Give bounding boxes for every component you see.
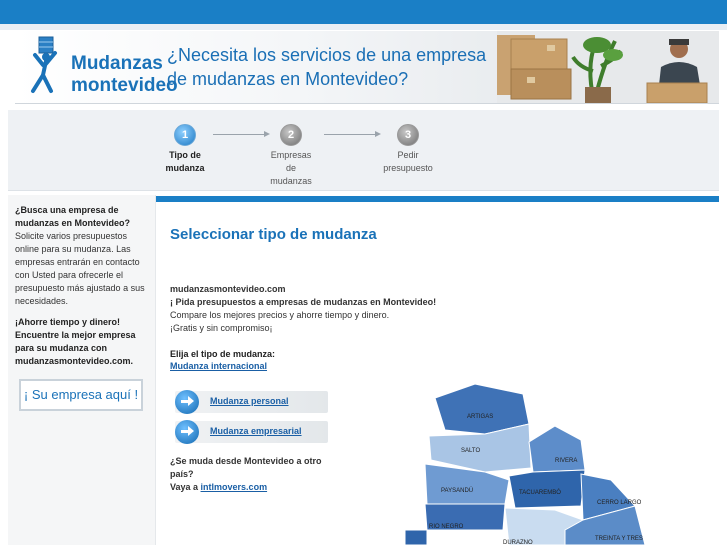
moving-abroad-text	[170, 455, 335, 494]
step-2[interactable]	[251, 124, 331, 188]
progress-steps	[8, 110, 719, 191]
option-personal-move[interactable]	[175, 391, 328, 413]
sidebar-question: ¿Busca una empresa de mudanzas en Montevideo?	[15, 205, 131, 228]
site-logo[interactable]	[21, 35, 178, 99]
step-2-number: 2	[280, 124, 302, 146]
sidebar-text	[15, 204, 151, 376]
step-1[interactable]	[145, 124, 225, 175]
option-business-move-label[interactable]: Mudanza empresarial	[210, 426, 302, 436]
arrow-right-icon	[175, 390, 199, 414]
banner-headline: ¿Necesita los servicios de una empresa de mudanzas en Montevideo?	[167, 45, 487, 89]
mover-figure-icon	[21, 35, 71, 99]
map-region-tacuarembo[interactable]	[509, 470, 585, 508]
map-label-artigas: ARTIGAS	[467, 414, 494, 420]
moving-abroad-prefix: Vaya a	[170, 482, 199, 492]
option-personal-move-label[interactable]: Mudanza personal	[210, 396, 289, 406]
logo-text-montevideo: montevideo	[71, 75, 178, 96]
map-label-rio-negro: RIO NEGRO	[429, 524, 464, 530]
intro-text	[170, 283, 470, 335]
top-bar-divider	[0, 24, 727, 30]
intro-free: ¡Gratis y sin compromiso¡	[170, 323, 273, 333]
moving-abroad-question: ¿Se muda desde Montevideo a otro país?	[170, 456, 322, 479]
step-3-label: Pedir presupuesto	[383, 150, 433, 173]
top-bar	[0, 0, 727, 24]
international-move-link[interactable]: Mudanza internacional	[170, 361, 268, 371]
intro-compare: Compare los mejores precios y ahorre tiempo y dinero.	[170, 310, 390, 320]
map-region-artigas[interactable]	[435, 384, 529, 434]
logo-text-mudanzas: Mudanzas	[71, 53, 163, 74]
banner-photo-boxes-mover	[497, 31, 719, 103]
your-company-here-button[interactable]: ¡ Su empresa aquí !	[19, 379, 143, 411]
arrow-right-icon	[175, 420, 199, 444]
map-label-cerro-largo: CERRO LARGO	[597, 500, 642, 506]
option-business-move[interactable]	[175, 421, 328, 443]
map-label-paysandu: PAYSANDÚ	[441, 488, 474, 494]
choose-move-type-label: Elija el tipo de mudanza:	[170, 349, 276, 359]
uruguay-map[interactable]	[405, 380, 727, 545]
sidebar-promo: ¡Ahorre tiempo y dinero! Encuentre la mejor empresa para su mudanza con mudanzasmontevideo.com.	[15, 317, 136, 366]
page-title: Seleccionar tipo de mudanza	[170, 226, 377, 243]
step-2-label: Empresas de mudanzas	[270, 150, 312, 186]
sidebar-description: Solicite varios presupuestos online para su mudanza. Las empresas entrarán en contacto con Usted para ofrecerle el presupuesto más ajustado a sus necesidades.	[15, 231, 145, 306]
step-3[interactable]	[368, 124, 448, 175]
map-label-rivera: RIVERA	[555, 458, 578, 464]
header-banner	[15, 31, 719, 104]
intlmovers-link[interactable]: intlmovers.com	[200, 482, 268, 492]
step-1-label: Tipo de mudanza	[165, 150, 205, 173]
step-3-number: 3	[397, 124, 419, 146]
content-header-strip	[155, 196, 719, 202]
intro-tagline: ¡ Pida presupuestos a empresas de mudanzas en Montevideo!	[170, 297, 437, 307]
map-label-treinta-y-tres: TREINTA Y TRES	[595, 536, 643, 542]
map-label-tacuarembo: TACUAREMBÓ	[519, 490, 561, 496]
intro-site-name: mudanzasmontevideo.com	[170, 284, 286, 294]
step-1-number: 1	[174, 124, 196, 146]
map-region-rivera[interactable]	[529, 426, 585, 472]
map-label-salto: SALTO	[461, 448, 481, 454]
sidebar	[8, 195, 156, 545]
map-label-durazno: DURAZNO	[503, 540, 533, 545]
